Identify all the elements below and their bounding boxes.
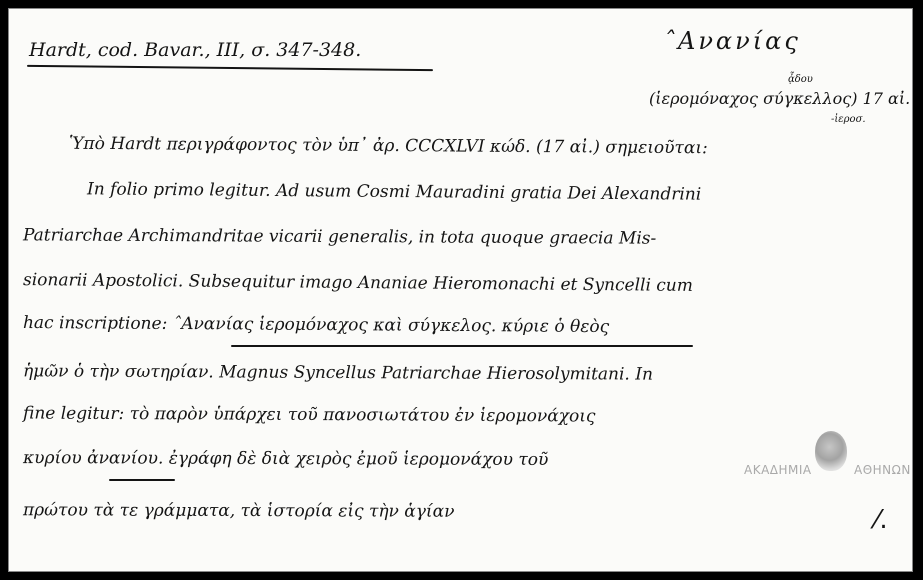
interlinear-note: ᾆδου: [788, 74, 813, 85]
body-line-9: πρώτου τὰ τε γράμματα, τὰ ἱστορία εἰς τὴν ἁγίαν: [22, 500, 455, 522]
body-line-4: sionarii Apostolici. Subsequitur imago Ananiae Hieromonachi et Syncelli cum: [22, 270, 694, 296]
card-reference: Hardt, cod. Bavar., III, σ. 347-348.: [29, 39, 362, 61]
body-line-1: Ὑπὸ Hardt περιγράφοντος τὸν ὑπ᾽ ἀρ. CCCXLVI κώδ. (17 αἰ.) σημειοῦται:: [68, 133, 708, 159]
role-note: (ἱερομόναχος σύγκελλος) 17 αἰ.: [649, 89, 911, 108]
body-line-3: Patriarchae Archimandritae vicarii generalis, in tota quoque graecia Mis-: [22, 225, 657, 249]
watermark-left: ΑΚΑΔΗΜΙΑ: [744, 463, 812, 477]
index-card: [8, 8, 913, 572]
watermark-right: ΑΘΗΝΩΝ: [854, 463, 911, 477]
margin-note: -ἰεροσ.: [831, 114, 866, 125]
card-lemma: ˆΑνανίας: [663, 27, 801, 55]
body-line-6: ἡμῶν ὁ τὴν σωτηρίαν. Magnus Syncellus Patriarchae Hierosolymitani. In: [22, 361, 653, 385]
academy-seal-icon: [815, 431, 847, 471]
inscription-underline: [231, 345, 693, 347]
end-mark: ⁄.: [875, 505, 888, 535]
body-line-2: In folio primo legitur. Ad usum Cosmi Mauradini gratia Dei Alexandrini: [86, 179, 702, 205]
name-underline: [109, 479, 175, 481]
body-line-7: fine legitur: τὸ παρὸν ὑπάρχει τοῦ πανοσιωτάτου ἐν ἱερομονάχοις: [22, 403, 596, 427]
body-line-5: hac inscriptione: ˆΑνανίας ἱερομόναχος καὶ σύγκελος. κύριε ὁ θεὸς: [22, 312, 610, 338]
reference-underline: [27, 65, 433, 71]
body-line-8: κυρίου ἀνανίου. ἐγράφη δὲ διὰ χειρὸς ἐμοῦ ἱερομονάχου τοῦ: [22, 448, 549, 470]
